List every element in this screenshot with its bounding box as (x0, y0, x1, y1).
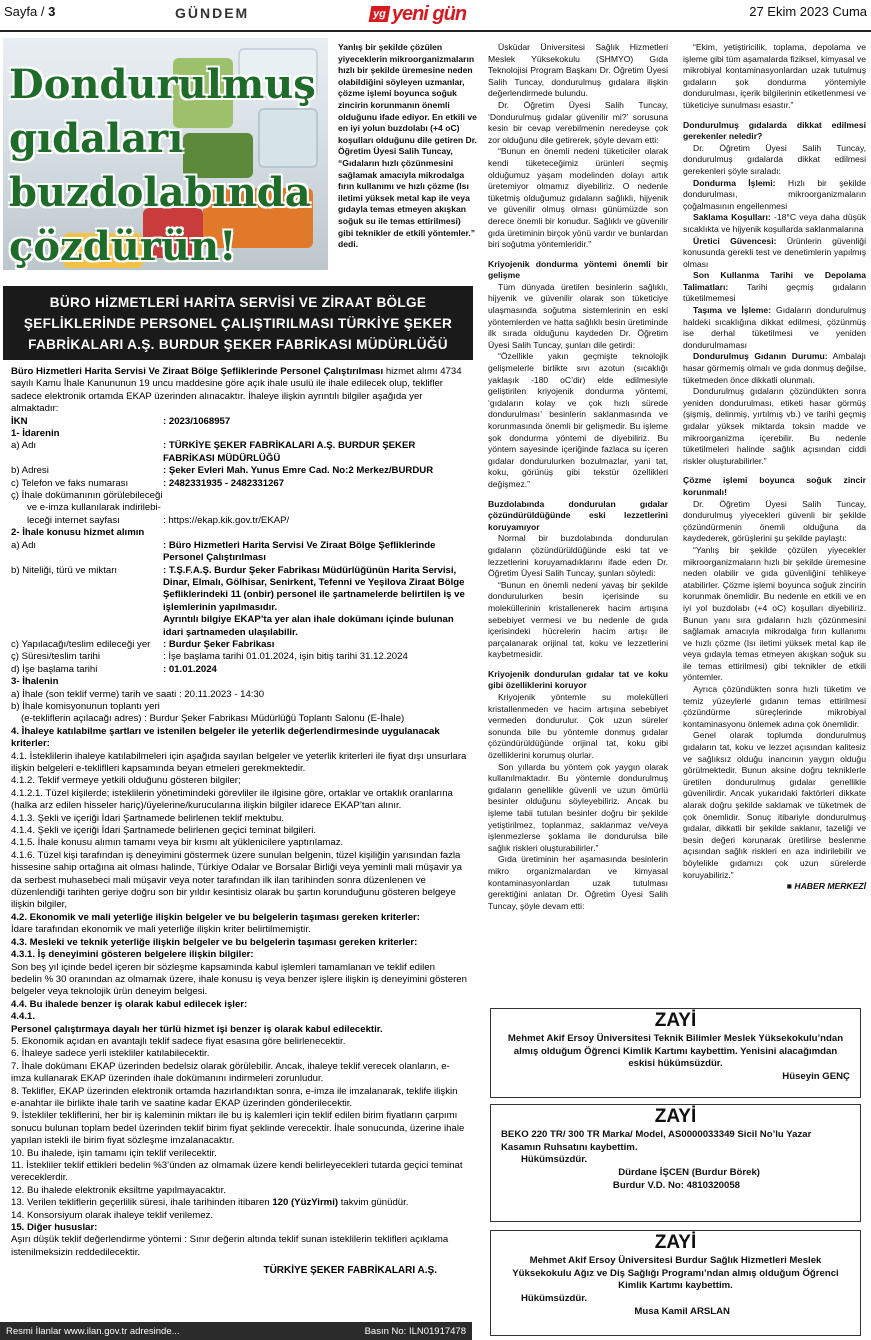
article-column-2: Üsküdar Üniversitesi Sağlık Hizmetleri Meslek Yüksekokulu (SHMYO) Gıda Teknolojisi Program Başkanı Dr. Öğretim Üyesi Salih Tuncay, dondurulmuş gıdalara ilişkin değerlendirmede bulundu. Dr. Öğretim Üyesi Salih Tuncay, ‘Dondurulmuş gıdalar güvenilir mi?’ sorusuna kesin bir cevap verebilmenin neredeyse çok zor olduğunu dile getirerek, şöyle devam etti: “Bunun en önemli nedeni tüketiciler olarak kendi tüketeceğimiz ürünleri seçmiş olduğumuz yaşam modelinden dolayı artık üretemiyor olmamız diyebiliriz. O nedenle tüketmiş olduğumuz gıdaların sağlıklı, hijyenik ve güvenilir olmuş olması günümüzde son derece önemli bir konudur. Sağlıklı ve güvenilir gıda üretiminin birçok yönü vardır ve bunlardan biri soğutma yöntemleridir.” Kriyojenik dondurma yöntemi önemli bir gelişme Tüm dünyada üretilen besinlerin sağlıklı, hijyenik ve güvenilir olarak son tüketiciye ulaşmasında soğutma sistemlerinin en eski yöntemlerden ve hatta sağlıklı besin üretiminde ilk sırada olduğunu kaydeden Dr. Öğretim Üyesi Salih Tuncay, şunları dile getirdi: “Özellikle yakın geçmişte teknolojik gelişmelerle birlikte sıvı azotun (sıcaklığı yaklaşık -180 oC’dir) elde edilmesiyle geliştirilen kriyojenik dondurma yöntemi, ‘gıdaların kolay ve çok hızlı sürede dondurulması’ besinlerin saklanmasında ve korunmasında önemli bir gelişmedir. Bu işleme şok dondurma yöntemi de diyebiliriz. Bu yöntem sayesinde içeriğinde fazlaca su içeren gıdalar dondurulurken bozulmazlar, yani tat, koku, görünüş gibi tekstür özellikleri değişmez.” Buzdolabında dondurulan gıdalar çözündürüldüğünde eski lezzetlerini koruyamıyor Normal bir buzdolabında dondurulan gıdaların çözündürüldüğünde eski tat ve lezzetlerini koruyamadıklarını ifade eden Dr. Öğretim Üyesi Salih Tuncay, şunları söyledi: “Bunun en önemli nedeni yavaş bir şekilde dondurulurken besin içerisinde su moleküllerinin kristallenerek hacim artışına sebebiyet vermesi ve bu nedenle de gıda içerisindeki hücrelerin hacim artışı ile parçalanarak orijinal tat, koku ve lezzetlerini kaybetmesidir. Kriyojenik dondurulan gıdalar tat ve koku gibi özelliklerini koruyor Kriyojenik yöntemle su molekülleri kristallenmeden ve hacim artışına sebebiyet vermeden dondurulur. Çok uzun süreler sonunda bile bu yöntemle donmuş gıdalar çözündürüldüğünde orijinal tat, koku gibi özelliklerini korumuş olurlar. Son yıllarda bu yöntem çok yaygın olarak kullanılmaktadır. Bu yöntemle dondurulmuş gıdaların genellikle güvenli ve uzun ömürlü besinler olduğunu söyleyebiliriz. Ancak bu işleme tabii tutulan besinler doğru bir şekilde yetiştirilmez, toplanmaz, saklanmaz ve/veya işlenmezlerse şoklama ile dondurulsa bile sağlık riskleri oluşturabilirler.” Gıda üretiminin her aşamasında besinlerin mikro organizmalardan ve kimyasal kontaminasyonlardan uzak tutulması gerektiğini anlatan Dr. Öğretim Üyesi Salih Tuncay, şöyle devam etti: (488, 42, 668, 911)
lost-notice-3: ZAYİ Mehmet Akif Ersoy Üniversitesi Burdur Sağlık Hizmetleri Meslek Yüksekokulu Ağız ve Diş Sağlığı Programı’ndan almış olduğum Öğrenci Kimlik Kartımı kaybettim. Hükümsüzdür. Musa Kamil ARSLAN (490, 1230, 861, 1336)
page-number: Sayfa / 3 (4, 4, 56, 19)
tender-notice (3, 286, 473, 1340)
hero-headline: Dondurulmuş gıdaları buzdolabında çözdürün! (9, 61, 316, 270)
article-lead: Yanlış bir şekilde çözülen yiyeceklerin mikroorganizmaların hızlı bir şekilde üremesine neden olabildiğini söyleyen uzmanlar, çözme işlemi boyunca soğuk zincirin korunmanın önemli olduğunu ifade ediyor. En etkili ve en iyi yolun buzdolabı (+4 oC) koşulları olduğunu dile getiren Dr. Öğretim Üyesi Salih Tuncay, “Gıdaların hızlı çözünmesini sağlamak amacıyla mikrodalga fırın kullanımı ve hızlı çözme (Isı iletimi yüksek metal kap ile veya gıdayla temas etmeyen akışkan soğuk su ile temas ettirilmesi) gibi teknikler de etkili yöntemler.” dedi. (338, 42, 477, 250)
news-agency: ■ HABER MERKEZİ (786, 881, 866, 892)
tender-title: BÜRO HİZMETLERİ HARİTA SERVİSİ VE ZİRAAT BÖLGE ŞEFLİKLERİNDE PERSONEL ÇALIŞTIRILMASI TÜRKİYE ŞEKER FABRİKALARI A.Ş. BURDUR ŞEKER FABRİKASI MÜDÜRLÜĞÜ (3, 286, 473, 360)
article-column-3: “Ekim, yetiştiricilik, toplama, depolama ve işleme gibi tüm aşamalarda fiziksel, kimyasal ve mikrobiyal kontaminasyonlardan uzak tutulmuş gıdaların şok dondurma yöntemiyle dondurulması, içerik bilgilerinin etiketlenmesi ve tüketiciye sunulması esastır.” Dondurulmuş gıdalarda dikkat edilmesi gerekenler neledir? Dr. Öğretim Üyesi Salih Tuncay, dondurulmuş gıdalarda dikkat edilmesi gerekenleri şöyle sıraladı: Dondurma İşlemi: Hızlı bir şekilde dondurulması, mikroorganizmaların çoğalmasının engellenmesi Saklama Koşulları: -18°C veya daha düşük sıcaklıkta ve hijyenik koşullarda saklanmalarına Üretici Güvencesi: Ürünlerin güvenliği konusunda gerekli test ve denetimlerin yapılmış olması Son Kullanma Tarihi ve Depolama Talimatları: Tarihi geçmiş gıdaların tüketilmemesi Taşıma ve İşleme: Gıdaların dondurulmuş haldeki sıcaklığına dikkat edilmesi, çözünmüş ise derhal tüketilmesi ve yeniden dondurulmaması Dondurulmuş Gıdanın Durumu: Ambalajı hasar görmemiş olmalı ve gıda donmuş değilse, tüketmeden önce dikkatli olunmalı. Dondurulmuş gıdaların çözündükten sonra yeniden dondurulması, etiketi hasar görmüş (şişmiş, delinmiş, yırtılmış vb.) ve tarihi geçmiş gıdalar yüksek miktarda toksin madde ve mikroorganizma içerebilir. Bu nedenle tüketilmeleri halinde sağlık açısından ciddi riskler oluşturabilirler.” Çözme işlemi boyunca soğuk zincir korunmalı! Dr. Öğretim Üyesi Salih Tuncay, dondurulmuş yiyecekleri güvenli bir şekilde çözündürmenin önemli olduğuna da kaydederek, görüşlerini şu şekilde paylaştı: “Yanlış bir şekilde çözülen yiyecekler mikroorganizmaların hızlı bir şekilde üremesine neden olabilir ve gıda güvenliğini tehlikeye atabilirler. Çözme işlemi boyunca soğuk zincirin korunmak önemlidir. Bu nedenle en etkili ve en iyi yol buzdolabı (+4 oC) koşulları diyebiliriz. Bunun yanı sıra gıdaların hızlı çözünmesini sağlamak amacıyla mikrodalga fırın kullanımı ve hızlı çözme (Isı iletimi yüksek metal kap ile veya gıdayla temas etmeyen akışkan soğuk su ile temas ettirilmesi) gibi teknikler de etkili yöntemler. Ayrıca çözündükten sonra hızlı tüketim ve temiz yüzeylerle gıdanın temas ettirilmesi çözündürme süreçlerinde mikrobiyal kontaminasyonu önlemek adına çok önemlidir. Genel olarak toplumda dondurulmuş gıdaların tat, koku ve lezzet açısından kalitesiz ve sağlıksız olduğu inancının yaygın olduğu görülmektedir. Bunun aksine doğru tekniklerle üretilen dondurulmuş gıdalar genellikle güvenilirdir. Ancak yukarıdaki faktörleri dikkate alarak doğru şekilde saklamak ve tüketmek de çok önemlidir. Sonuç itibariyle dondurulmuş gıdalar, dikkatli bir şekilde saklanır, tazeliği ve besin değeri korunarak üretilirse beslenme açısından sağlık riskleri en aza indirilebilir ve böylelikle gıdamızı çok uzun sürelerde koruyabiliriz.” ■ HABER MERKEZİ (683, 42, 866, 892)
section-title: GÜNDEM (175, 5, 250, 21)
lost-notice-1: ZAYİ Mehmet Akif Ersoy Üniversitesi Teknik Bilimler Meslek Yüksekokulu’ndan almış olduğum Öğrenci Kimlik Kartımı kaybettim. Yenisini alacağımdan eskisi hükümsüzdür. Hüseyin GENÇ (490, 1008, 861, 1098)
tender-body: Büro Hizmetleri Harita Servisi Ve Ziraat Bölge Şefliklerinde Personel Çalıştırılması hizmet alımı 4734 sayılı Kamu İhale Kanununun 19 uncu maddesine göre açık ihale usulü ile ihale edilecek olup, teklifler sadece elektronik ortamda EKAP üzerinden alınacaktır. İhaleye ilişkin ayrıntılı bilgiler aşağıda yer almaktadır: İKN : 2023/1068957 1- İdarenin a) Adı : TÜRKİYE ŞEKER FABRİKALARI A.Ş. BURDUR ŞEKER FABRİKASI MÜDÜRLÜĞÜ b) Adresi : Şeker Evleri Mah. Yunus Emre Cad. No:2 Merkez/BURDUR c) Telefon ve faks numarası : 2482331935 - 2482331267 ç) İhale dokümanının görülebileceği ve e-imza kullanılarak indirilebi- leceği internet sayfası : https://ekap.kik.gov.tr/EKAP/ 2- İhale konusu hizmet alımın a) Adı : Büro Hizmetleri Harita Servisi Ve Ziraat Bölge Şefliklerinde Personel Çalıştırılması b) Niteliği, türü ve miktarı : T.Ş.F.A.Ş. Burdur Şeker Fabrikası Müdürlüğünün Harita Servisi, Dinar, Elmalı, Gölhisar, Senirkent, Tefenni ve Yeşilova Ziraat Bölge Şefliklerindeki 11 (onbir) personel ile şartnamelerde belirtilen iş ve işlemlerinin yapılmasıdır. Ayrıntılı bilgiye EKAP’ta yer alan ihale dokümanı içinde bulunan idari şartnameden ulaşılabilir. c) Yapılacağı/teslim edileceği yer : Burdur Şeker Fabrikası ç) Süresi/teslim tarihi : İşe başlama tarihi 01.01.2024, işin bitiş tarihi 31.12.2024 d) İşe başlama tarihi : 01.01.2024 3- İhalenin a) İhale (son teklif verme) tarih ve saati : 20.11.2023 - 14:30 b) İhale komisyonunun toplantı yeri (e-tekliflerin açılacağı adres) : Burdur Şeker Fabrikası Müdürlüğü Toplantı Salonu (E-İhale) 4. İhaleye katılabilme şartları ve istenilen belgeler ile yeterlik değerlendirmesinde uygulanacak kriterler: 4.1. İsteklilerin ihaleye katılabilmeleri için aşağıda sayılan belgeler ve yeterlik kriterleri ile fiyat dışı unsurlara ilişkin belgeleri e-tekliflleri kapsamında beyan etmeleri gerekmektedir. 4.1.2. Teklif vermeye yetkili olduğunu gösteren bilgiler; 4.1.2.1. Tüzel kişilerde; isteklilerin yönetimindeki görevliler ile ilgisine göre, ortaklar ve ortaklık oranlarına (halka arz edilen hisseler hariç)/üyelerine/kurucularına ilişkin bilgiler idarece EKAP’tan alınır. 4.1.3. Şekli ve içeriği İdari Şartnamede belirlenen teklif mektubu. 4.1.4. Şekli ve içeriği İdari Şartnamede belirlenen geçici teminat bilgileri. 4.1.5. İhale konusu alımın tamamı veya bir kısmı alt yüklenicilere yaptırılamaz. 4.1.6. Tüzel kişi tarafından iş deneyimini göstermek üzere sunulan belgenin, tüzel kişiliğin yarısından fazla hissesine sahip ortağına ait olması halinde, Türkiye Odalar ve Borsalar Birliği veya yeminli mali müşavir ya da serbest muhasebeci mali müşavir veya noter tarafından ilk ilan tarihinden sonra düzenlenen ve düzenlendiği tarihten geriye doğru son bir yıldır kesintisiz olarak bu şartın korunduğunu gösteren belgeye ilişkin bilgiler, 4.2. Ekonomik ve mali yeterliğe ilişkin belgeler ve bu belgelerin taşıması gereken kriterler: İdare tarafından ekonomik ve mali yeterliğe ilişkin kriter belirtilmemiştir. 4.3. Mesleki ve teknik yeterliğe ilişkin belgeler ve bu belgelerin taşıması gereken kriterler: 4.3.1. İş deneyimini gösteren belgelere ilişkin bilgiler: Son beş yıl içinde bedel içeren bir sözleşme kapsamında kabul işlemleri tamamlanan ve teklif edilen bedelin % 30 oranından az olmamak üzere, ihale konusu iş veya benzer işlere ilişkin iş deneyimini gösteren belgeler veya teknolojik ürün deneyim belgesi. 4.4. Bu ihalede benzer iş olarak kabul edilecek işler: 4.4.1. Personel çalıştırmaya dayalı her türlü hizmet işi benzer iş olarak kabul edilecektir. 5. Ekonomik açıdan en avantajlı teklif sadece fiyat esasına göre belirlenecektir. 6. İhaleye sadece yerli istekliler katılabilecektir. 7. İhale dokümanı EKAP üzerinden bedelsiz olarak görülebilir. Ancak, ihaleye teklif verecek olanların, e-imza kullanarak EKAP üzerinden ihale dokümanını indirmeleri zorunludur. 8. Teklifler, EKAP üzerinden elektronik ortamda hazırlandıktan sonra, e-imza ile imzalanarak, teklife ilişkin e-anahtar ile birlikte ihale tarih ve saatine kadar EKAP üzerinden gönderilecektir. 9. İstekliler tekliflerini, her bir iş kaleminin miktarı ile bu iş kalemleri için teklif edilen birim fiyatların çarpımı sonucu bulunan toplam bedel üzerinden teklif birim fiyat şeklinde verecektir. İhale sonucunda, üzerine ihale yapılan istekli ile birim fiyat sözleşme imzalanacaktır. 10. Bu ihalede, işin tamamı için teklif verilecektir. 11. İstekliler teklif ettikleri bedelin %3’ünden az olmamak üzere kendi belirleyecekleri tutarda geçici teminat vereceklerdir. 12. Bu ihalede elektronik eksiltme yapılmayacaktır. 13. Verilen tekliflerin geçerlilik süresi, ihale tarihinden itibaren 120 (YüzYirmi) takvim günüdür. 14. Konsorsiyum olarak ihaleye teklif verilemez. 15. Diğer hususlar: Aşırı düşük teklif değerlendirme yöntemi : Sınır değerin altında teklif sunan isteklilerin teklifleri açıklama istenilmeksizin reddedilecektir. TÜRKİYE ŞEKER FABRİKALARI A.Ş. (11, 366, 467, 1277)
tender-signature: TÜRKİYE ŞEKER FABRİKALARI A.Ş. (263, 1265, 437, 1277)
lost-notice-2: ZAYİ BEKO 220 TR/ 300 TR Marka/ Model, AS0000033349 Sicil No’lu Yazar Kasamın Ruhsatını kaybettim. Hükümsüzdür. Dürdane İŞCEN (Burdur Börek) Burdur V.D. No: 4810320058 (490, 1104, 861, 1222)
issue-date: 27 Ekim 2023 Cuma (749, 4, 867, 19)
tender-footer: Resmi İlanlar www.ilan.gov.tr adresinde... Basın No: ILN01917478 (0, 1322, 472, 1340)
hero-image (3, 38, 328, 270)
page-header (0, 0, 871, 32)
newspaper-logo: yg yeni gün (370, 2, 508, 26)
